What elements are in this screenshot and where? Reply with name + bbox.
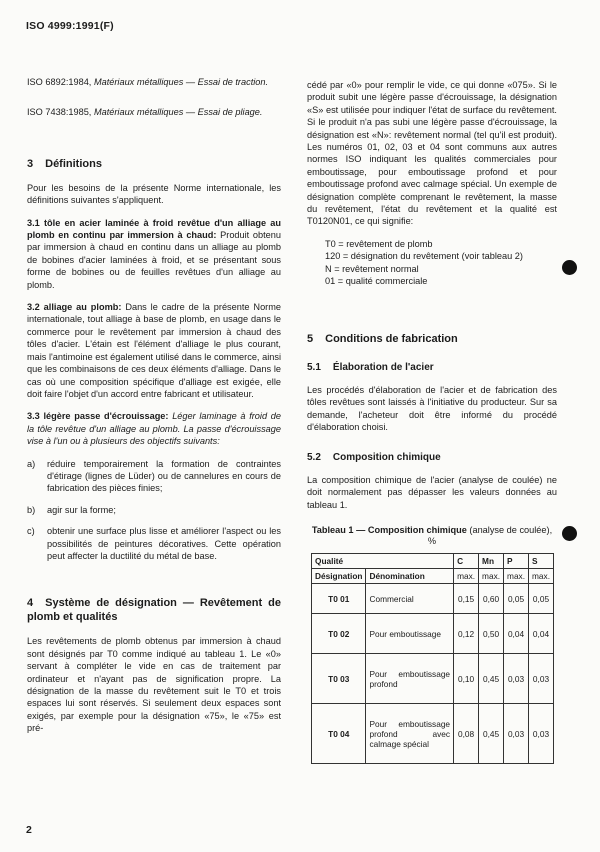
punch-hole-mark [562,526,577,541]
objective-c: c) obtenir une surface plus lisse et améliorer l'aspect ou les possibilités de peintures décoratives. Cette opération peut affecter la ductilité du métal de base. [27,526,281,561]
table-1-chemical-composition [311,553,554,764]
designation-meanings [325,238,557,288]
punch-hole-mark [562,260,577,275]
meaning-n: N = revêtement normal [325,263,419,274]
meaning-t0: T0 = revêtement de plomb [325,238,433,249]
section-4-heading: 4 Système de désignation — Revêtement de plomb et qualités [27,597,281,624]
definition-3-2: 3.2 alliage au plomb: Dans le cadre de la présente Norme internationale, tout alliage à base de plomb, en usage dans le commerce pour le revêtement par immersion à chaud des tôles d'acier. L'étain est l'élément d'alliage le plus courant, mais l'antimoine est également utilisé dans le commerce, ainsi que les combinaisons de ces deux éléments d'alliage. Dans le cas où une composition spécifique d'alliage est exigée, elle doit faire l'objet d'un accord entre fabricant et utilisateur. [27,302,281,399]
definition-3-3: 3.3 légère passe d'écrouissage: Léger laminage à froid de la tôle revêtue d'un alliage au plomb. La passe d'écrouissage vise à l'un ou à plusieurs des objectifs suivants: [27,411,281,447]
section-3-intro: Pour les besoins de la présente Norme internationale, les définitions suivantes s'appliquent. [27,182,281,206]
table-row: T0 03 Pour emboutissage profond 0,10 0,45 0,03 0,03 [312,654,554,704]
table-1-caption: Tableau 1 — Composition chimique (analyse de coulée), % [311,525,553,547]
page-header: ISO 4999:1991(F) [26,20,114,32]
section-5-heading: 5 Conditions de fabrication [307,332,458,345]
page-number: 2 [26,824,32,836]
table-row: T0 04 Pour emboutissage profond avec calmage spécial 0,08 0,45 0,03 0,03 [312,704,554,764]
right-column [307,79,557,764]
reference-iso-6892: ISO 6892:1984, Matériaux métalliques — Essai de traction. [27,77,269,87]
section-3-heading: 3 Définitions [27,157,102,170]
section-4-paragraph-left: Les revêtements de plomb obtenus par immersion à chaud sont désignés par T0 comme indiqué au tableau 1. Le «0» servant à compléter le vide en cas de traitement par ordinateur et n'ayant pas de signification propre. La désignation de la masse du revêtement suit le T0 et trois espaces lui sont réservés. Si seulement deux espaces sont exigés, par exemple pour la désignation «75», le «75» est pré- [27,636,281,734]
left-column [27,76,281,745]
header-denomination: Dénomination [366,569,454,584]
section-5-2-heading: 5.2 Composition chimique [307,451,441,463]
definition-3-1: 3.1 tôle en acier laminée à froid revêtue d'un alliage au plomb en continu par immersion à chaud: Produit obtenu par immersion à chaud en continu dans un alliage au plomb de bobines d'acier laminées à froid, et se présentant sous forme de bobines ou de feuilles revêtues d'un alliage au plomb. [27,217,282,290]
table-row: T0 02 Pour emboutissage 0,12 0,50 0,04 0,04 [312,614,554,654]
header-quality: Qualité [312,554,454,569]
table-header-row-1 [312,554,554,569]
section-5-2-text: La composition chimique de l'acier (analyse de coulée) ne doit normalement pas dépasser les valeurs données au tableau 1. [307,474,557,510]
header-mn: Mn [479,554,504,569]
header-s: S [529,554,554,569]
section-5-1-text: Les procédés d'élaboration de l'acier et de fabrication des tôles revêtues sont laissés à l'initiative du producteur. Sur sa demande, l'acheteur doit être informé du procédé d'élaboration choisi. [307,384,557,433]
objective-b: b) agir sur la forme; [27,504,116,515]
meaning-01: 01 = qualité commerciale [325,276,428,287]
limit-c: max. [454,569,479,584]
table-header-row-2 [312,569,554,584]
header-designation: Désignation [312,569,366,584]
header-c: C [454,554,479,569]
limit-p: max. [504,569,529,584]
reference-iso-7438: ISO 7438:1985, Matériaux métalliques — Essai de pliage. [27,107,263,118]
meaning-120: 120 = désignation du revêtement (voir tableau 2) [325,251,523,262]
objective-a: a) réduire temporairement la formation de contraintes d'étirage (lignes de Lüder) ou de cannelures en cours de fabrication des pièces finies; [27,458,281,494]
limit-mn: max. [479,569,504,584]
header-p: P [504,554,529,569]
section-5-1-heading: 5.1 Élaboration de l'acier [307,361,434,373]
section-4-paragraph-right: cédé par «0» pour remplir le vide, ce qui donne «075». Si le produit subit une légère passe d'écrouissage, la désignation «S» est utilisée pour indiquer l'état de surface du revêtement. Si le produit n'a pas subi une légère passe d'écrouissage, la désignation est «N»: revêtement normal (tel qu'il est produit). Les numéros 01, 02, 03 et 04 sont communs aux autres normes ISO indiquant les qualités commerciales pour emboutissage, pour emboutissage profond et pour emboutissage profond avec calmage spécial. Un exemple de désignation complète comprenant le revêtement, la masse du revêtement, l'état du revêtement et la qualité est T0120N01, ce qui signifie: [307,80,557,227]
limit-s: max. [529,569,554,584]
table-row: T0 01 Commercial 0,15 0,60 0,05 0,05 [312,584,554,614]
